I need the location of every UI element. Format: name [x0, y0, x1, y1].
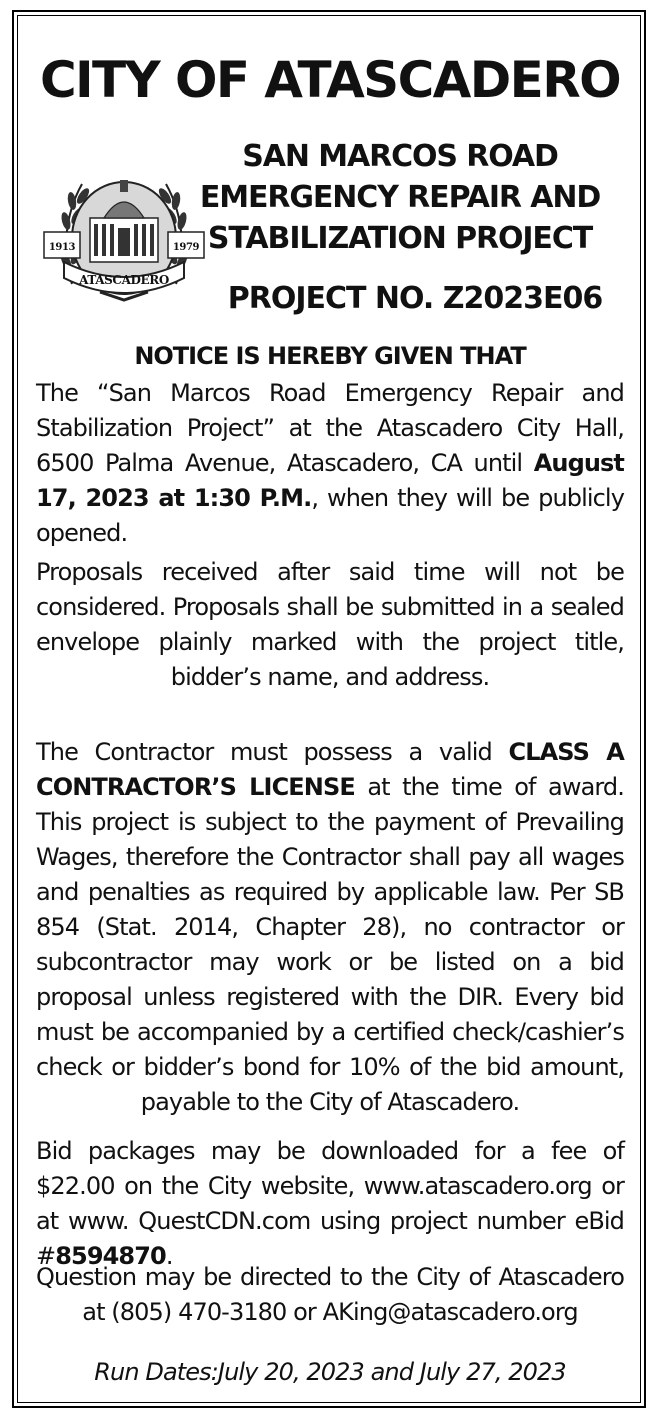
seal-year-right: 1979 [172, 242, 200, 253]
paragraph-proposals: Proposals received after said time will not be considered. Proposals shall be submitted in a sealed envelope plainly marked with the project title, bidder’s name, and address. [36, 558, 624, 691]
paragraph-bid-opening [36, 376, 624, 551]
notice-outer-border [12, 10, 646, 1408]
paragraph-contractor-requirements [36, 735, 624, 1120]
project-number: PROJECT NO. Z2023E06 [227, 281, 603, 316]
notice-heading: NOTICE IS HEREBY GIVEN THAT [134, 342, 526, 370]
city-title: CITY OF ATASCADERO [39, 51, 621, 109]
paragraph-questions-contact: Question may be directed to the City of Atascadero at (805) 470-3180 or AKing@atascadero.org [36, 1263, 624, 1326]
notice-content [36, 16, 624, 1402]
project-title: SAN MARCOS ROAD EMERGENCY REPAIR AND STABILIZATION PROJECT [199, 139, 601, 256]
p4-text-a: Bid packages may be downloaded for a fee of $22.00 on the City website, www.atascadero.org or at www. QuestCDN.com using project number eBid # [36, 1137, 624, 1270]
p3-text-a: The Contractor must possess a valid [36, 738, 509, 766]
notice-inner-border [17, 15, 641, 1403]
ebid-number: 8594870 [55, 1242, 166, 1270]
p4-text-b: . [165, 1242, 173, 1270]
bid-deadline: August 17, 2023 at 1:30 P.M. [36, 449, 624, 512]
seal-banner-text: ATASCADERO [79, 273, 169, 287]
p1-text-a: The “San Marcos Road Emergency Repair and Stabilization Project” at the Atascadero City Hall, 6500 Palma Avenue, Atascadero, CA until [36, 379, 624, 477]
license-class: CLASS A CONTRACTOR’S LICENSE [36, 738, 624, 801]
seal-year-left: 1913 [48, 242, 76, 253]
p1-text-b: , when they will be publicly opened. [36, 484, 625, 547]
run-dates: Run Dates:July 20, 2023 and July 27, 2023 [94, 1358, 566, 1386]
paragraph-bid-packages [36, 1134, 624, 1274]
p3-text-b: at the time of award. This project is subject to the payment of Prevailing Wages, therefore the Contractor shall pay all wages and penalties as required by applicable law. Per SB 854 (Stat. 2014, Chapter 28), no contractor or subcontractor may work or be listed on a bid proposal unless registered with the DIR. Every bid must be accompanied by a certified check/cashier’s check or bidder’s bond for 10% of the bid amount, payable to the City of Atascadero. [36, 773, 624, 1116]
